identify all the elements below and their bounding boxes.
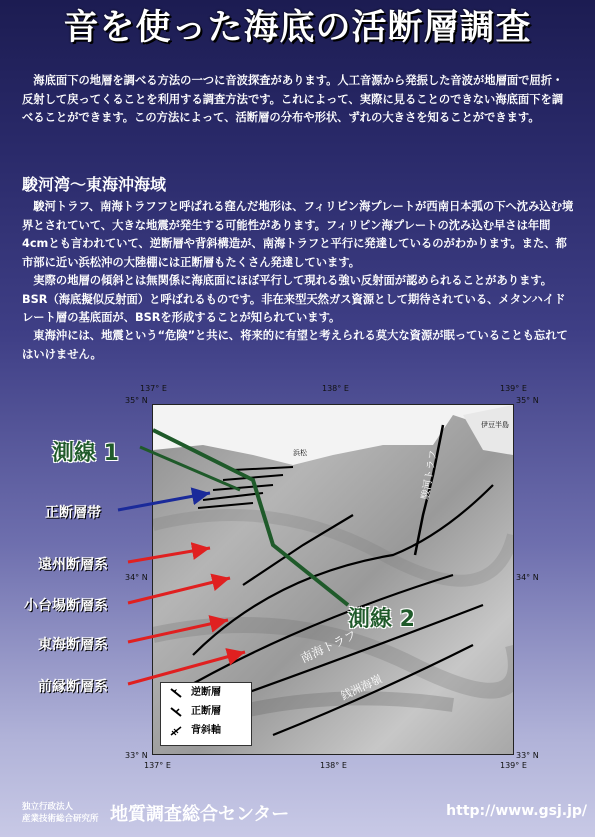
label-enshu: 遠州断層系 <box>38 557 108 573</box>
axis-bottom-138: 138° E <box>320 761 347 770</box>
label-nankai: 南海トラフ <box>298 627 359 666</box>
paragraph-2: 実際の地層の傾斜とは無関係に海底面にほぼ平行して現れる強い反射面が認められることがあります。BSR（海底擬似反射面）と呼ばれるものです。非在来型天然ガス資源として期待されている、メタンハイドレート層の基底面が、BSRを形成することが知られています。 <box>22 274 566 325</box>
axis-left-33: 33° N <box>125 751 148 760</box>
map-legend <box>160 682 252 746</box>
normal-fault-icon <box>169 706 185 718</box>
axis-top-139: 139° E <box>500 384 527 393</box>
legend-reverse <box>161 683 251 702</box>
axis-top-137: 137° E <box>140 384 167 393</box>
footer <box>0 795 595 837</box>
org-name <box>22 801 99 825</box>
label-izu: 伊豆半島 <box>481 421 509 429</box>
section-title: 駿河湾〜東海沖海域 <box>22 175 167 194</box>
paragraph-3: 東海沖には、地震という“危険”と共に、将来的に有望と考えられる莫大な資源が眠っていることも忘れてはいけません。 <box>22 329 568 361</box>
legend-anticline <box>161 721 251 740</box>
axis-left-34: 34° N <box>125 573 148 582</box>
legend-reverse-label: 逆断層 <box>191 687 221 698</box>
label-zenen: 前縁断層系 <box>38 679 108 695</box>
label-tokai: 東海断層系 <box>38 637 108 653</box>
legend-normal-label: 正断層 <box>191 706 221 717</box>
label-normal-fault-zone: 正断層帯 <box>45 505 101 521</box>
anticline-icon <box>169 725 185 737</box>
org-line-2: 産業技術総合研究所 <box>22 814 99 824</box>
reverse-fault-icon <box>169 687 185 699</box>
axis-top-138: 138° E <box>322 384 349 393</box>
axis-bottom-139: 139° E <box>500 761 527 770</box>
axis-right-34: 34° N <box>516 573 539 582</box>
label-hamamatsu: 浜松 <box>293 449 307 457</box>
axis-bottom-137: 137° E <box>144 761 171 770</box>
footer-url[interactable]: http://www.gsj.jp/ <box>446 803 587 819</box>
label-suruga: 駿河トラフ <box>420 449 440 501</box>
survey-line-1-label: 測線 1 <box>52 441 119 466</box>
legend-normal <box>161 702 251 721</box>
center-name: 地質調査総合センター <box>110 804 290 825</box>
survey-line-2-label: 測線 2 <box>348 607 415 632</box>
org-line-1: 独立行政法人 <box>22 802 74 812</box>
legend-anticline-label: 背斜軸 <box>191 725 221 736</box>
intro-paragraph: 海底面下の地層を調べる方法の一つに音波探査があります。人工音源から発振した音波が地層面で屈折・反射して戻ってくることを利用する調査方法です。これによって、実際に見ることのできない海底面下を調べることができます。この方法によって、活断層の分布や形状、ずれの大きさを知ることができます。 <box>22 74 564 125</box>
paragraph-1: 駿河トラフ、南海トラフフと呼ばれる窪んだ地形は、フィリピン海プレートが西南日本弧の下へ沈み込む境界とされていて、大きな地震が発生する可能性があります。フィリピン海プレートの沈み込む早さは年間4cmとも言われていて、逆断層や背斜構造が、南海トラフと平行に発達しているのがわかります。また、都市部に近い浜松沖の大陸棚には正断層もたくさん発達しています。 <box>22 200 574 269</box>
page-title: 音を使った海底の活断層調査 <box>63 8 532 48</box>
label-kodaiba: 小台場断層系 <box>24 598 108 614</box>
axis-right-33: 33° N <box>516 751 539 760</box>
axis-right-35: 35° N <box>516 396 539 405</box>
axis-left-35: 35° N <box>125 396 148 405</box>
label-zenisu: 銭洲海嶺 <box>338 672 385 703</box>
